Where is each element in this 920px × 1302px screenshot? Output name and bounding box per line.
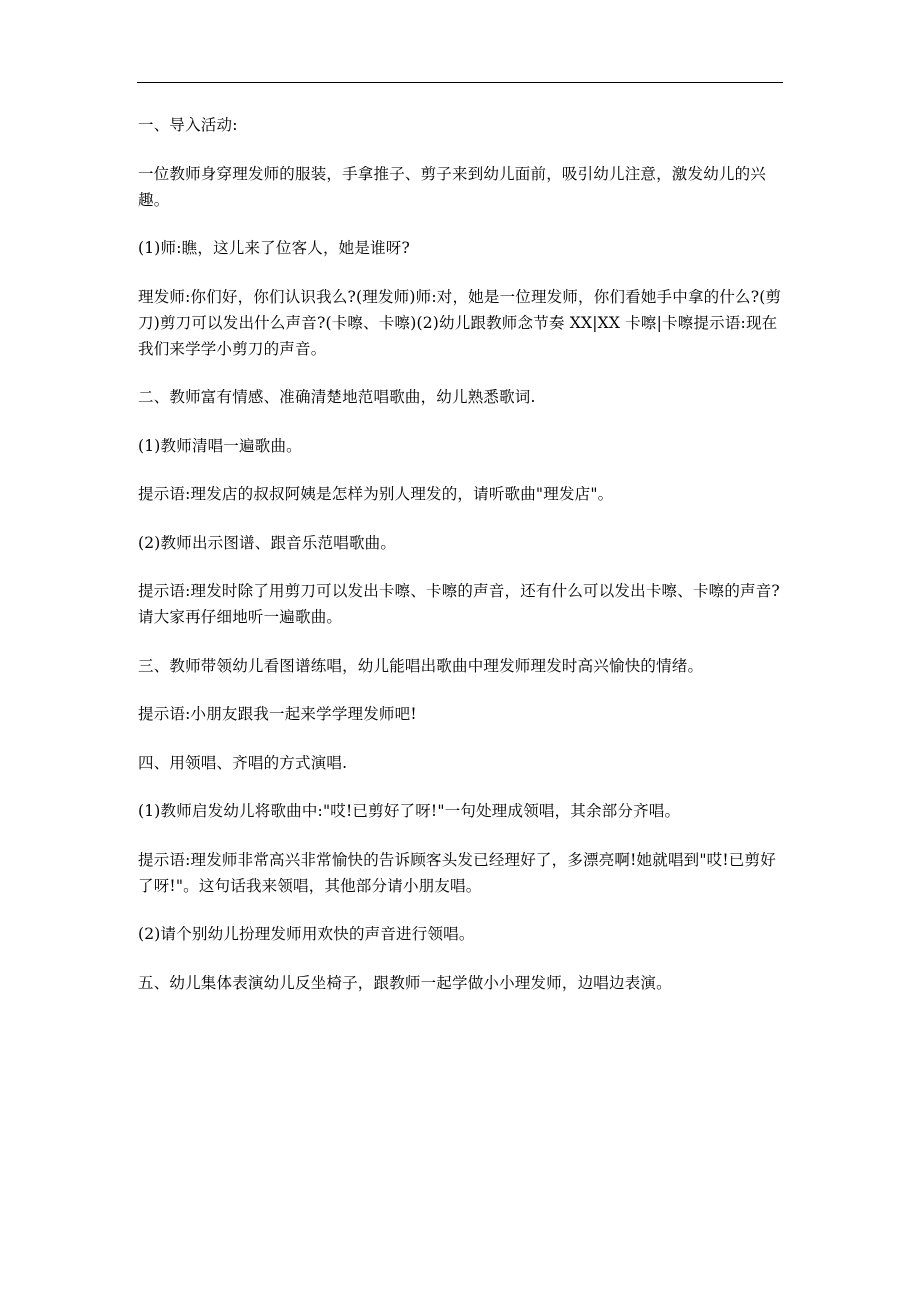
paragraph: 理发师:你们好，你们认识我么?(理发师)师:对，她是一位理发师，你们看她手中拿的什么?(剪刀)剪刀可以发出什么声音?(卡嚓、卡嚓)(2)幼儿跟教师念节奏 XX|XX 卡嚓|卡嚓提示语:现在我们来学学小剪刀的声音。 bbox=[138, 287, 782, 358]
paragraph: (1)教师启发幼儿将歌曲中:"哎!已剪好了呀!"一句处理成领唱，其余部分齐唱。 bbox=[138, 802, 681, 820]
paragraph: (2)请个别幼儿扮理发师用欢快的声音进行领唱。 bbox=[138, 925, 475, 943]
section-heading-3: 三、教师带领幼儿看图谱练唱，幼儿能唱出歌曲中理发师理发时高兴愉快的情绪。 bbox=[138, 656, 704, 675]
paragraph: (2)教师出示图谱、跟音乐范唱歌曲。 bbox=[138, 533, 397, 552]
paragraph: (1)师:瞧，这儿来了位客人，她是谁呀? bbox=[138, 239, 410, 257]
paragraph: 提示语:理发师非常高兴非常愉快的告诉顾客头发已经理好了，多漂亮啊!她就唱到"哎!已剪好了呀!"。这句话我来领唱，其他部分请小朋友唱。 bbox=[138, 850, 776, 895]
section-heading-5: 五、幼儿集体表演幼儿反坐椅子，跟教师一起学做小小理发师，边唱边表演。 bbox=[138, 973, 672, 992]
section-heading-4: 四、用领唱、齐唱的方式演唱. bbox=[138, 753, 348, 772]
header-rule bbox=[137, 82, 783, 83]
paragraph: 提示语:理发时除了用剪刀可以发出卡嚓、卡嚓的声音，还有什么可以发出卡嚓、卡嚓的声音?请大家再仔细地听一遍歌曲。 bbox=[138, 582, 780, 626]
paragraph: 提示语:理发店的叔叔阿姨是怎样为别人理发的，请听歌曲"理发店"。 bbox=[138, 485, 614, 503]
document-body bbox=[138, 112, 788, 1018]
paragraph: 提示语:小朋友跟我一起来学学理发师吧! bbox=[138, 705, 417, 723]
section-heading-1: 一、导入活动: bbox=[138, 116, 238, 134]
paragraph: 一位教师身穿理发师的服装，手拿推子、剪子来到幼儿面前，吸引幼儿注意，激发幼儿的兴趣。 bbox=[138, 164, 767, 209]
paragraph: (1)教师清唱一遍歌曲。 bbox=[138, 436, 302, 455]
section-heading-2: 二、教师富有情感、准确清楚地范唱歌曲，幼儿熟悉歌词. bbox=[138, 388, 536, 406]
